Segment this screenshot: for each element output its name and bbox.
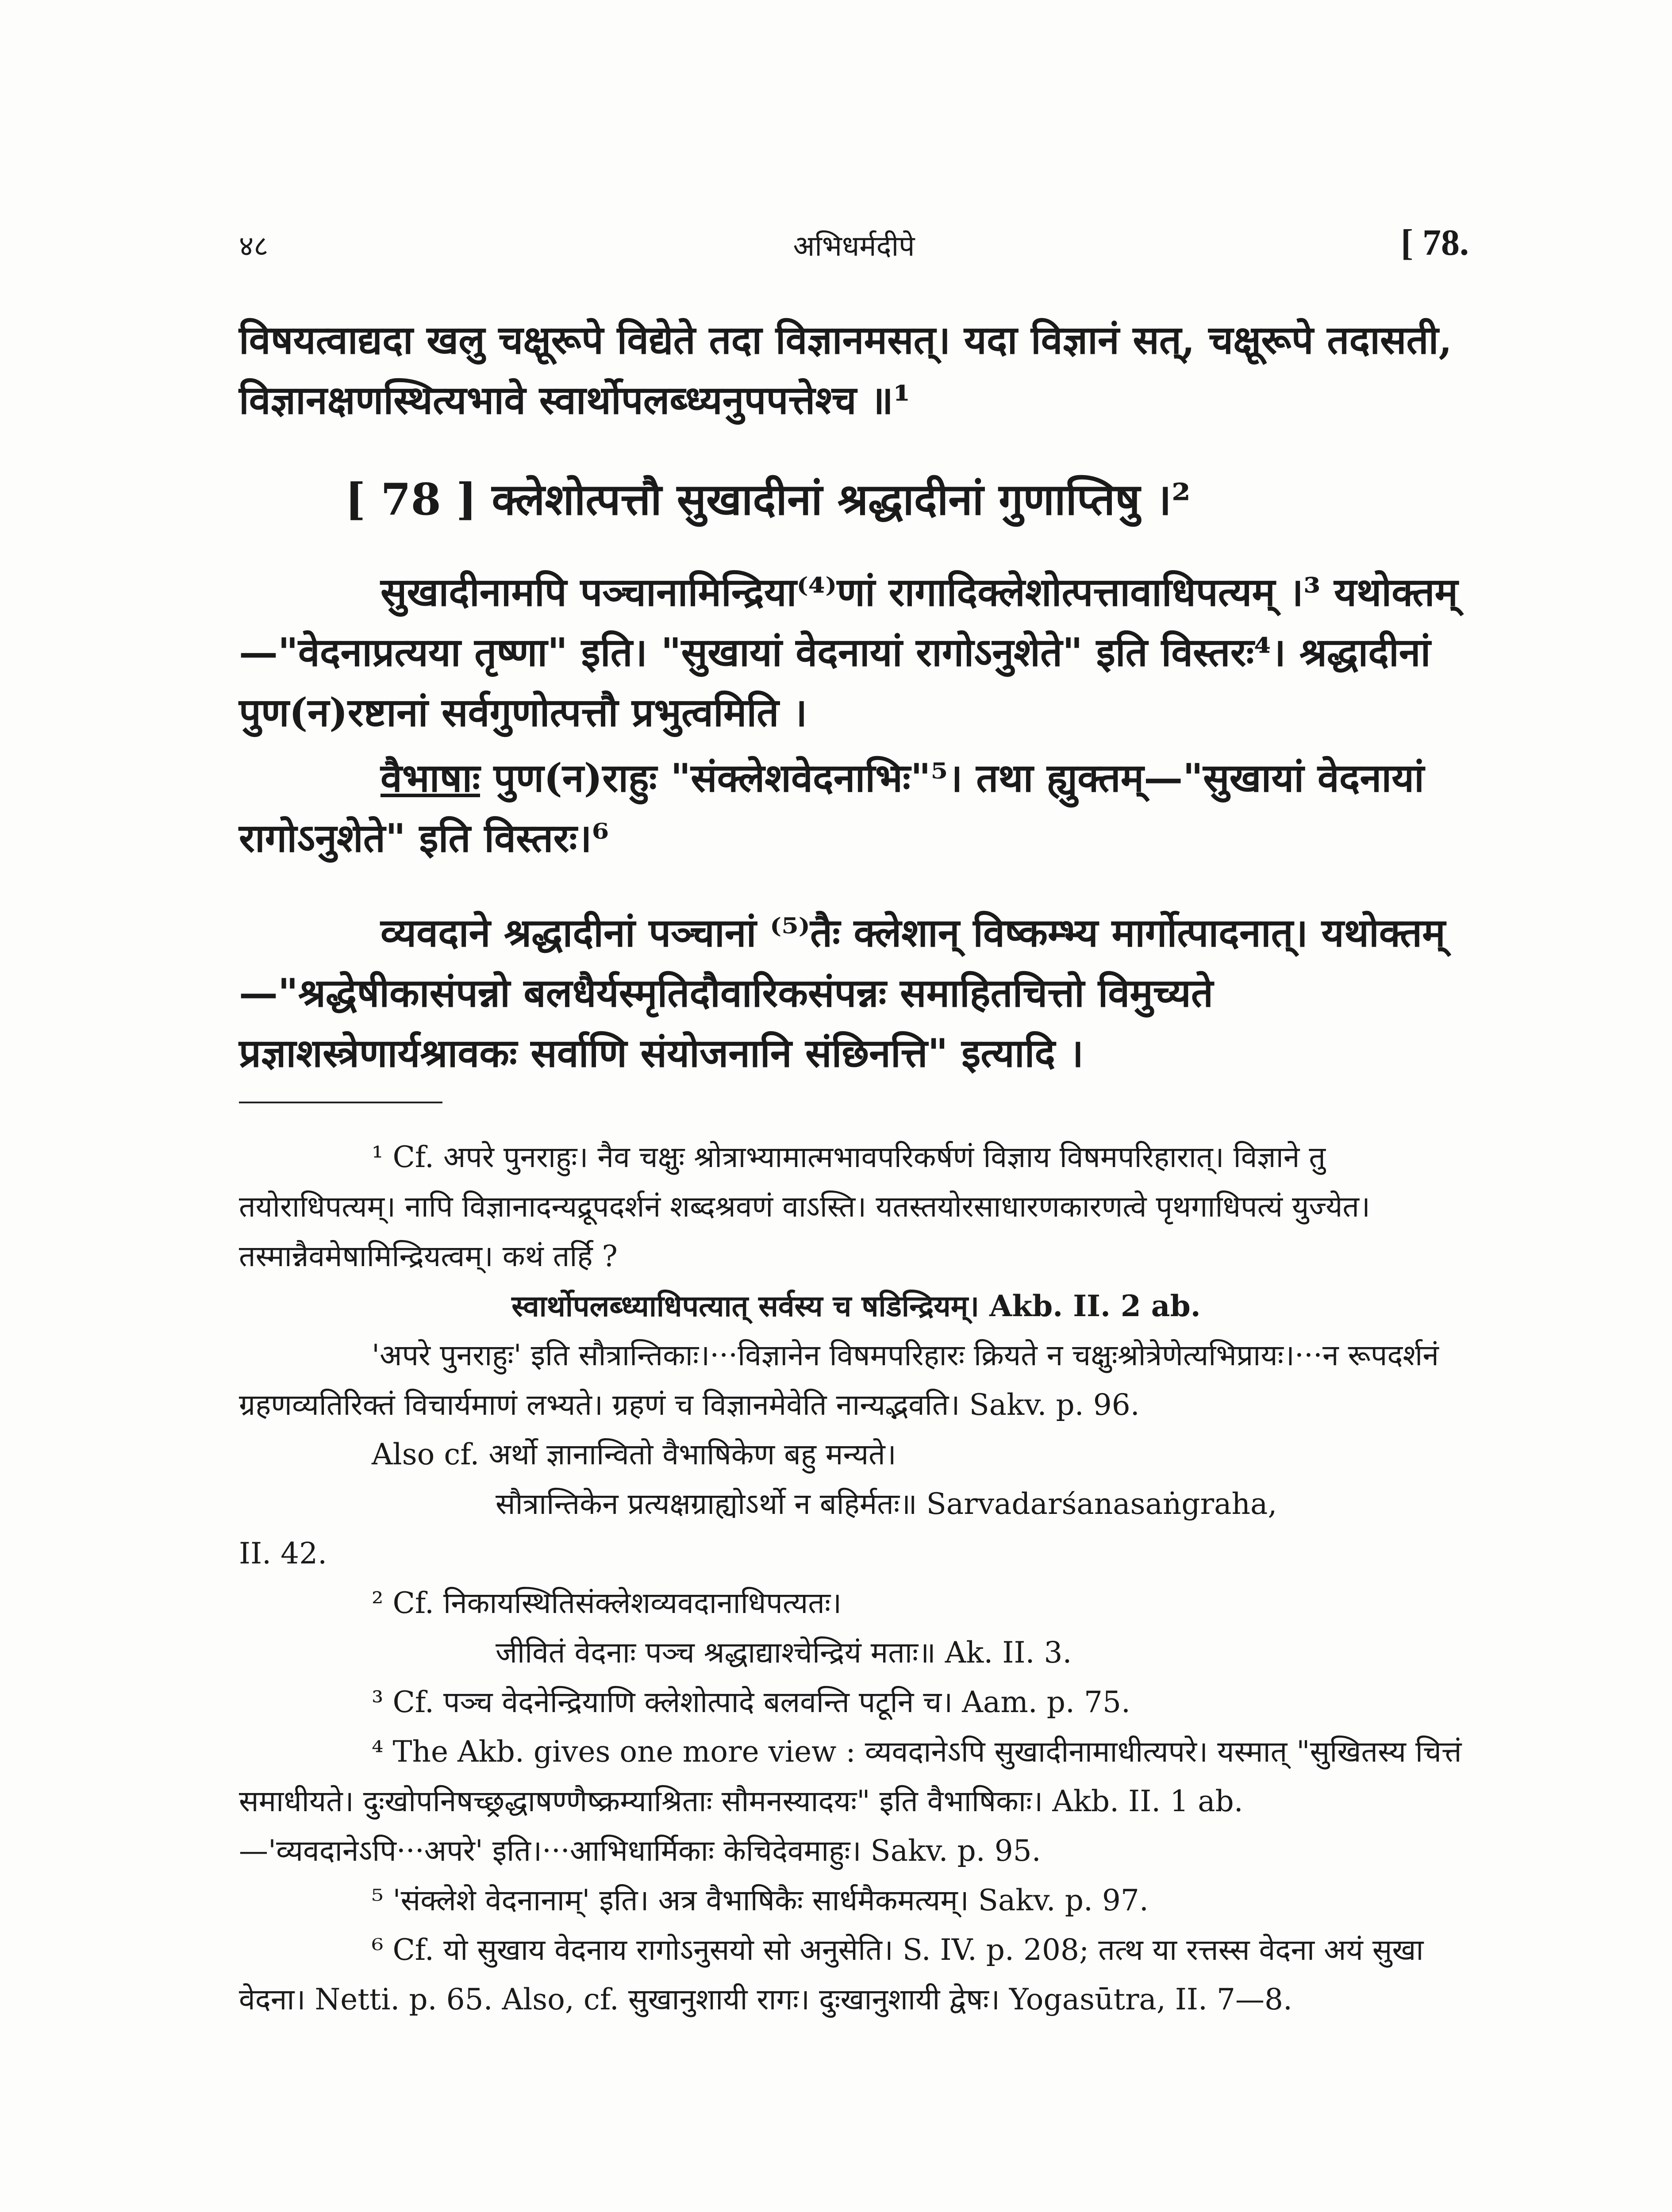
footnote-5: ⁵ 'संक्लेशे वेदनानाम्' इति। अत्र वैभाषिकैः सार्धमैकमत्यम्। Sakv. p. 97. [372,1883,1149,1917]
running-header [239,221,1469,274]
footnote-1e: सौत्रान्तिकेन प्रत्यक्षग्राह्योऽर्थो न बहिर्मतः॥ Sarvadarśanasaṅgraha, [496,1487,1277,1521]
section-marker: [ 78. [1401,222,1469,263]
verse-78: [ 78 ] क्लेशोत्पत्तौ सुखादीनां श्रद्धादीनां गुणाप्तिषु ।² [345,474,1191,525]
main-paragraph-1 [239,310,1473,430]
footnote-2b: जीवितं वेदनाः पञ्च श्रद्धाद्याश्चेन्द्रियं मताः॥ Ak. II. 3. [496,1636,1072,1670]
footnotes [239,1133,1473,2024]
vaibhasha-label: वैभाषाः [381,755,480,801]
main-paragraph-4 [239,902,1473,1083]
running-title: अभिधर्मदीपे [793,230,915,263]
footnote-1a: ¹ Cf. अपरे पुनराहुः। नैव चक्षुः श्रोत्राभ्यामात्मभावपरिकर्षणं विज्ञाय विषमपरिहारात्। विज्ञाने तु तयोराधिपत्यम्। नापि विज्ञानादन्यद्रूपदर्शनं शब्दश्रवणं वाऽस्ति। यतस्तयोरसाधारणकारणत्वे पृथगाधिपत्यं युज्येत। तस्मान्नैवमेषामिन्द्रियत्वम्। कथं तर्हि ? [239,1140,1370,1273]
para2-text: सुखादीनामपि पञ्चानामिन्द्रिया⁽⁴⁾णां रागादिक्लेशोत्पत्तावाधिपत्यम् ।³ यथोक्तम्—"वेदनाप्रत्यया तृष्णा" इति। "सुखायां वेदनायां रागोऽनुशेते" इति विस्तरः⁴। श्रद्धादीनां पुण(न)रष्टानां सर्वगुणोत्पत्तौ प्रभुत्वमिति । [239,569,1458,735]
footnote-2a: ² Cf. निकायस्थितिसंक्लेशव्यवदानाधिपत्यतः। [372,1586,842,1620]
footnote-3: ³ Cf. पञ्च वेदनेन्द्रियाणि क्लेशोत्पादे बलवन्ति पटूनि च। Aam. p. 75. [372,1685,1130,1719]
footnote-6: ⁶ Cf. यो सुखाय वेदनाय रागोऽनुसयो सो अनुसेति। S. IV. p. 208; तत्थ या रत्तस्स वेदना अयं सुखा वेदना। Netti. p. 65. Also, cf. सुखानुशायी रागः। दुःखानुशायी द्वेषः। Yogasūtra, II. 7—8. [239,1933,1424,2016]
para3-rest: पुण(न)राहुः "संक्लेशवेदनाभिः"⁵। तथा ह्युक्तम्—"सुखायां वेदनायां रागोऽनुशेते" इति विस्तरः।⁶ [239,755,1424,861]
footnote-1b: स्वार्थोपलब्ध्याधिपत्यात् सर्वस्य च षडिन्द्रियम्। Akb. II. 2 ab. [511,1289,1201,1323]
page-number: ४८ [239,230,269,263]
main-paragraph-2 [239,562,1473,742]
footnote-1c: 'अपरे पुनराहुः' इति सौत्रान्तिकाः।···विज्ञानेन विषमपरिहारः क्रियते न चक्षुःश्रोत्रेणेत्यभिप्रायः।···न रूपदर्शनं ग्रहणव्यतिरिक्तं विचार्यमाणं लभ्यते। ग्रहणं च विज्ञानमेवेति नान्यद्भवति। Sakv. p. 96. [239,1338,1439,1422]
para3-text [239,748,1473,868]
footnote-4: ⁴ The Akb. gives one more view : व्यवदानेऽपि सुखादीनामाधीत्यपरे। यस्मात् "सुखितस्य चित्तं समाधीयते। दुःखोपनिषच्छ्रद्धाषण्णैष्क्रम्याश्रिताः सौमनस्यादयः" इति वैभाषिकाः। Akb. II. 1 ab.—'व्यवदानेऽपि···अपरे' इति।···आभिधार्मिकाः केचिदेवमाहुः। Sakv. p. 95. [239,1735,1462,1868]
para4-text: व्यवदाने श्रद्धादीनां पञ्चानां ⁽⁵⁾तैः क्लेशान् विष्कम्भ्य मार्गोत्पादनात्। यथोक्तम्—"श्रद्धेषीकासंपन्नो बलधैर्यस्मृतिदौवारिकसंपन्नः समाहितचित्तो विमुच्यते प्रज्ञाशस्त्रेणार्यश्रावकः सर्वाणि संयोजनानि संछिनत्ति" इत्यादि । [239,910,1445,1076]
para1-text: विषयत्वाद्यदा खलु चक्षूरूपे विद्येते तदा विज्ञानमसत्। यदा विज्ञानं सत्, चक्षूरूपे तदासती, विज्ञानक्षणस्थित्यभावे स्वार्थोपलब्ध्यनुपपत्तेश्च ॥¹ [239,317,1453,423]
footnote-divider [239,1102,442,1103]
footnote-1f: II. 42. [239,1536,327,1571]
main-paragraph-3 [239,748,1473,868]
footnote-1d: Also cf. अर्थो ज्ञानान्वितो वैभाषिकेण बहु मन्यते। [372,1437,896,1471]
